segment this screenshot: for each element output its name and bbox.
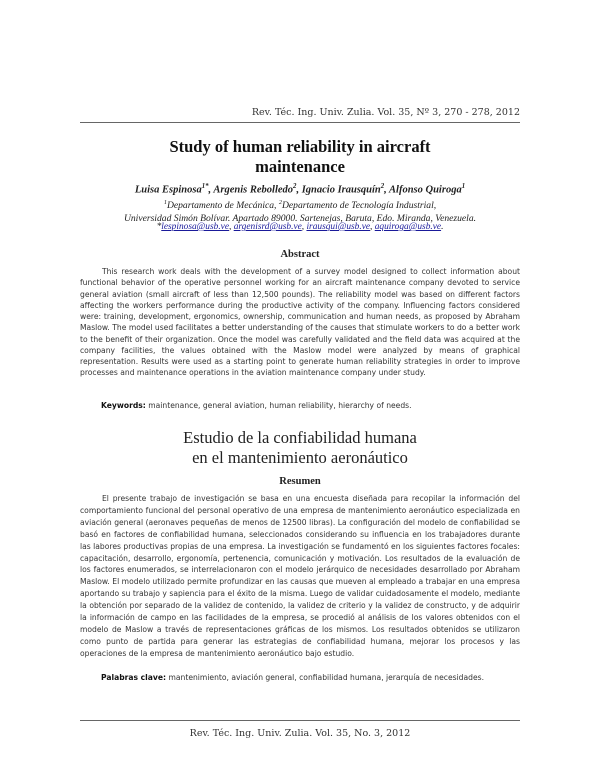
spanish-title [80, 428, 520, 468]
abstract-heading: Abstract [280, 249, 320, 260]
author-emails [80, 222, 520, 232]
footer-rule [80, 720, 520, 721]
affiliation-departments [80, 196, 520, 212]
palabras-clave-text: mantenimiento, aviación general, confiabilidad humana, jerarquía de necesidades. [168, 673, 485, 682]
affil-sup: 1 [163, 199, 167, 206]
author-sup: 2 [293, 183, 297, 190]
resumen-body: El presente trabajo de investigación se basa en una encuesta diseñada para recopilar la información del comportamiento funcional del personal operativo de una empresa de mantenimiento aeronáutico especializada en aviación general (aeronaves pequeñas de menos de 12500 libras). La configuración del modelo de confiabilidad se basó en factores de confiabilidad humana, seleccionados considerando su influencia en los trabajadores durante las labores productivas propias de una empresa. La investigación se fundamentó en los siguientes factores focales: capacitación, desarrollo, ergonomía, pertenencia, comunicación y motivación. Los resultados de la evaluación de los factores enumerados, se interrelacionaron con el modelo jerárquico de necesidades desarrollado por Abraham Maslow. El modelo utilizado permite profundizar en las causas que mueven al empleado a trabajar en una empresa aportando su trabajo y sapiencia para el éxito de la misma. Luego de validar cuidadosamente el modelo, mediante la obtención por separado de la validez de contenido, la validez de criterio y la validez de constructo, y de adquirir la información de campo en las facilidades de la empresa, se procedió al análisis de los valores obtenidos con el modelo de Maslow a través de representaciones gráficas de los mismos. Los resultados obtenidos se utilizaron como punto de partida para generar las estrategias de confiabilidad humana, mejorar los procesos y las operaciones de la empresa de mantenimiento aeronáutico bajo estudio. [80, 494, 520, 658]
keywords-label: Keywords: [101, 401, 146, 410]
affil-dept: Departamento de Mecánica, [166, 200, 279, 212]
abstract-body: This research work deals with the development of a survey model designed to collect information about functional behavior of the operative personnel working for an aircraft maintenance company devoted to service general aviation (small aircraft of less than 12,500 pounds). The reliability model was based on different factors affecting the workers performance during the productive activity of the company. Influencing factors considered were: training, development, ergonomics, ownership, communication and human needs, as proposed by Abraham Maslow. The model used facilitates a better understanding of the causes that stimulate workers to do a better work to the benefit of their organization. Once the model was carefully validated and the field data was acquired at the company facilities, the values obtained with the Maslow model were analyzed by means of graphical representation. Results were used as a starting point to generate human reliability strategies in order to improve processes and maintenance operations in the aviation maintenance company under study. [80, 267, 520, 378]
affil-sup: 2 [278, 199, 282, 206]
affil-dept: Departamento de Tecnología Industrial, [281, 200, 437, 212]
spanish-title-line1: Estudio de la confiabilidad humana [183, 428, 417, 447]
email-end: . [441, 222, 444, 232]
palabras-clave [101, 673, 520, 682]
email-link[interactable]: lespinosa@usb.ve [161, 222, 229, 232]
email-separator: , [229, 222, 234, 232]
author-sup: 2 [380, 183, 385, 190]
paper-title [80, 137, 520, 177]
email-marker: * [156, 222, 162, 232]
journal-citation-footer: Rev. Téc. Ing. Univ. Zulia. Vol. 35, No. 3, 2012 [189, 728, 411, 739]
email-link[interactable]: irausqui@usb.ve [306, 222, 371, 232]
email-link[interactable]: argenisrd@usb.ve [233, 222, 302, 232]
author-sup: 1 [461, 183, 466, 190]
author-name: Luisa Espinosa [134, 184, 202, 196]
affiliations [80, 196, 520, 225]
email-link[interactable]: aquiroga@usb.ve [374, 222, 442, 232]
header-rule [80, 122, 520, 123]
author-name: Ignacio Irausquín [301, 184, 381, 196]
author-list: Luisa Espinosa$^{1*}$, Argenis Rebolledo$^2$, Ignacio Irausquín$^2$, Alfonso Quiroga$^1$ [134, 183, 466, 196]
resumen-heading: Resumen [279, 476, 321, 487]
affiliation-university: Universidad Simón Bolívar. Apartado 89000. Sartenejas, Baruta, Edo. Miranda, Venezuela. [123, 213, 477, 225]
author-name: Argenis Rebolledo [213, 184, 294, 196]
paper-title-line2: maintenance [255, 157, 345, 176]
email-separator: , [301, 222, 307, 232]
author-name: Alfonso Quiroga [389, 184, 462, 196]
email-separator: , [370, 222, 375, 232]
journal-citation-header: Rev. Téc. Ing. Univ. Zulia. Vol. 35, Nº 3, 270 - 278, 2012 [251, 107, 520, 118]
paper-title-line1: Study of human reliability in aircraft [169, 137, 431, 156]
spanish-title-line2: en el mantenimiento aeronáutico [192, 448, 408, 467]
palabras-clave-label: Palabras clave: [101, 673, 167, 682]
keywords [101, 401, 520, 410]
keywords-text: maintenance, general aviation, human reliability, hierarchy of needs. [148, 401, 412, 410]
author-sup: 1* [201, 183, 209, 190]
